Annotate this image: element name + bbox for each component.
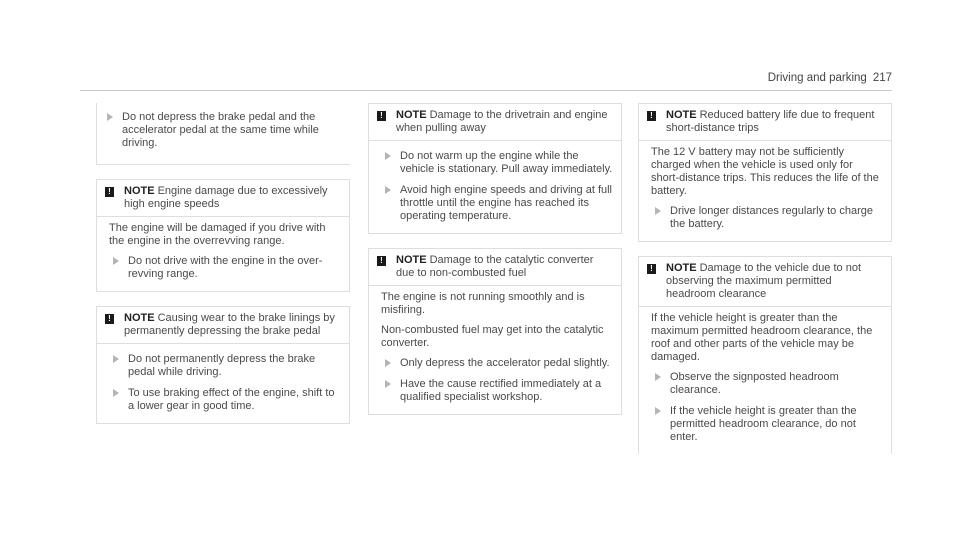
note-header (369, 249, 621, 286)
list-item: Do not drive with the engine in the over-revving range. (109, 255, 341, 281)
list-item: Do not depress the brake pedal and the accelerator pedal at the same time while driving. (97, 111, 350, 150)
bullet-arrow-icon (113, 355, 119, 363)
note-body (97, 344, 349, 423)
note-title: Damage to the vehicle due to not observing the maximum permitted headroom clearance (666, 262, 862, 300)
warning-icon: ! (105, 187, 114, 197)
note-header (369, 104, 621, 141)
list-item: Do not permanently depress the brake pedal while driving. (109, 353, 341, 379)
note-label: NOTE (666, 262, 697, 274)
note-paragraph: The 12 V battery may not be sufficiently charged when the vehicle is used only for short-distance trips. This reduces the life of the battery. (651, 146, 879, 197)
list-item: Do not warm up the engine while the vehicle is stationary. Pull away immediately. (381, 150, 613, 176)
note-label: NOTE (124, 185, 155, 197)
list-item: If the vehicle height is greater than the permitted headroom clearance, do not enter. (651, 405, 883, 444)
note-title: Reduced battery life due to frequent short-distance trips (666, 109, 875, 134)
list-item: Avoid high engine speeds and driving at full throttle until the engine has reached its operating temperature. (381, 184, 613, 223)
header-rule (80, 90, 892, 91)
note-brake-linings (96, 306, 350, 424)
note-body (369, 141, 621, 233)
intro-block (96, 103, 350, 165)
bullet-arrow-icon (107, 113, 113, 121)
note-title: Causing wear to the brake linings by permanently depressing the brake pedal (124, 312, 335, 337)
bullet-arrow-icon (385, 380, 391, 388)
note-header (97, 307, 349, 344)
bullet-arrow-icon (113, 389, 119, 397)
note-body (639, 141, 891, 241)
bullet-arrow-icon (655, 373, 661, 381)
bullet-arrow-icon (655, 407, 661, 415)
bullet-arrow-icon (385, 186, 391, 194)
note-catalytic-converter (368, 248, 622, 415)
note-header (639, 257, 891, 307)
note-title: Damage to the drivetrain and engine when pulling away (396, 109, 608, 134)
bullet-arrow-icon (655, 207, 661, 215)
list-item: Have the cause rectified immediately at a qualified specialist workshop. (381, 378, 613, 404)
note-headroom-clearance (638, 256, 892, 454)
note-body (369, 286, 621, 414)
list-item: Drive longer distances regularly to charge the battery. (651, 205, 883, 231)
note-header (639, 104, 891, 141)
note-paragraph: Non-combusted fuel may get into the catalytic converter. (381, 324, 604, 349)
warning-icon: ! (377, 111, 386, 121)
note-engine-damage (96, 179, 350, 292)
column-2 (368, 103, 622, 429)
bullet-arrow-icon (385, 359, 391, 367)
note-battery-life (638, 103, 892, 242)
list-item: To use braking effect of the engine, shift to a lower gear in good time. (109, 387, 341, 413)
note-label: NOTE (666, 109, 697, 121)
note-paragraph: If the vehicle height is greater than the maximum permitted headroom clearance, the roof and other parts of the vehicle may be damaged. (651, 312, 873, 363)
warning-icon: ! (105, 314, 114, 324)
note-label: NOTE (396, 109, 427, 121)
list-item: Only depress the accelerator pedal slightly. (381, 357, 613, 370)
note-title: Engine damage due to excessively high engine speeds (124, 185, 328, 210)
note-label: NOTE (124, 312, 155, 324)
note-header (97, 180, 349, 217)
warning-icon: ! (647, 264, 656, 274)
section-title: Driving and parking (767, 72, 867, 84)
column-3 (638, 103, 892, 468)
note-paragraph: The engine will be damaged if you drive with the engine in the overrevving range. (109, 222, 326, 247)
bullet-arrow-icon (385, 152, 391, 160)
note-body (97, 217, 349, 291)
bullet-arrow-icon (113, 257, 119, 265)
page-header (768, 72, 892, 84)
note-drivetrain-damage (368, 103, 622, 234)
warning-icon: ! (377, 256, 386, 266)
note-label: NOTE (396, 254, 427, 266)
note-body (639, 307, 891, 454)
list-item: Observe the signposted headroom clearance. (651, 371, 883, 397)
note-title: Damage to the catalytic converter due to non-combusted fuel (396, 254, 594, 279)
note-paragraph: The engine is not running smoothly and is misfiring. (381, 291, 585, 316)
column-1 (96, 103, 350, 438)
warning-icon: ! (647, 111, 656, 121)
page-number: 217 (872, 72, 892, 84)
